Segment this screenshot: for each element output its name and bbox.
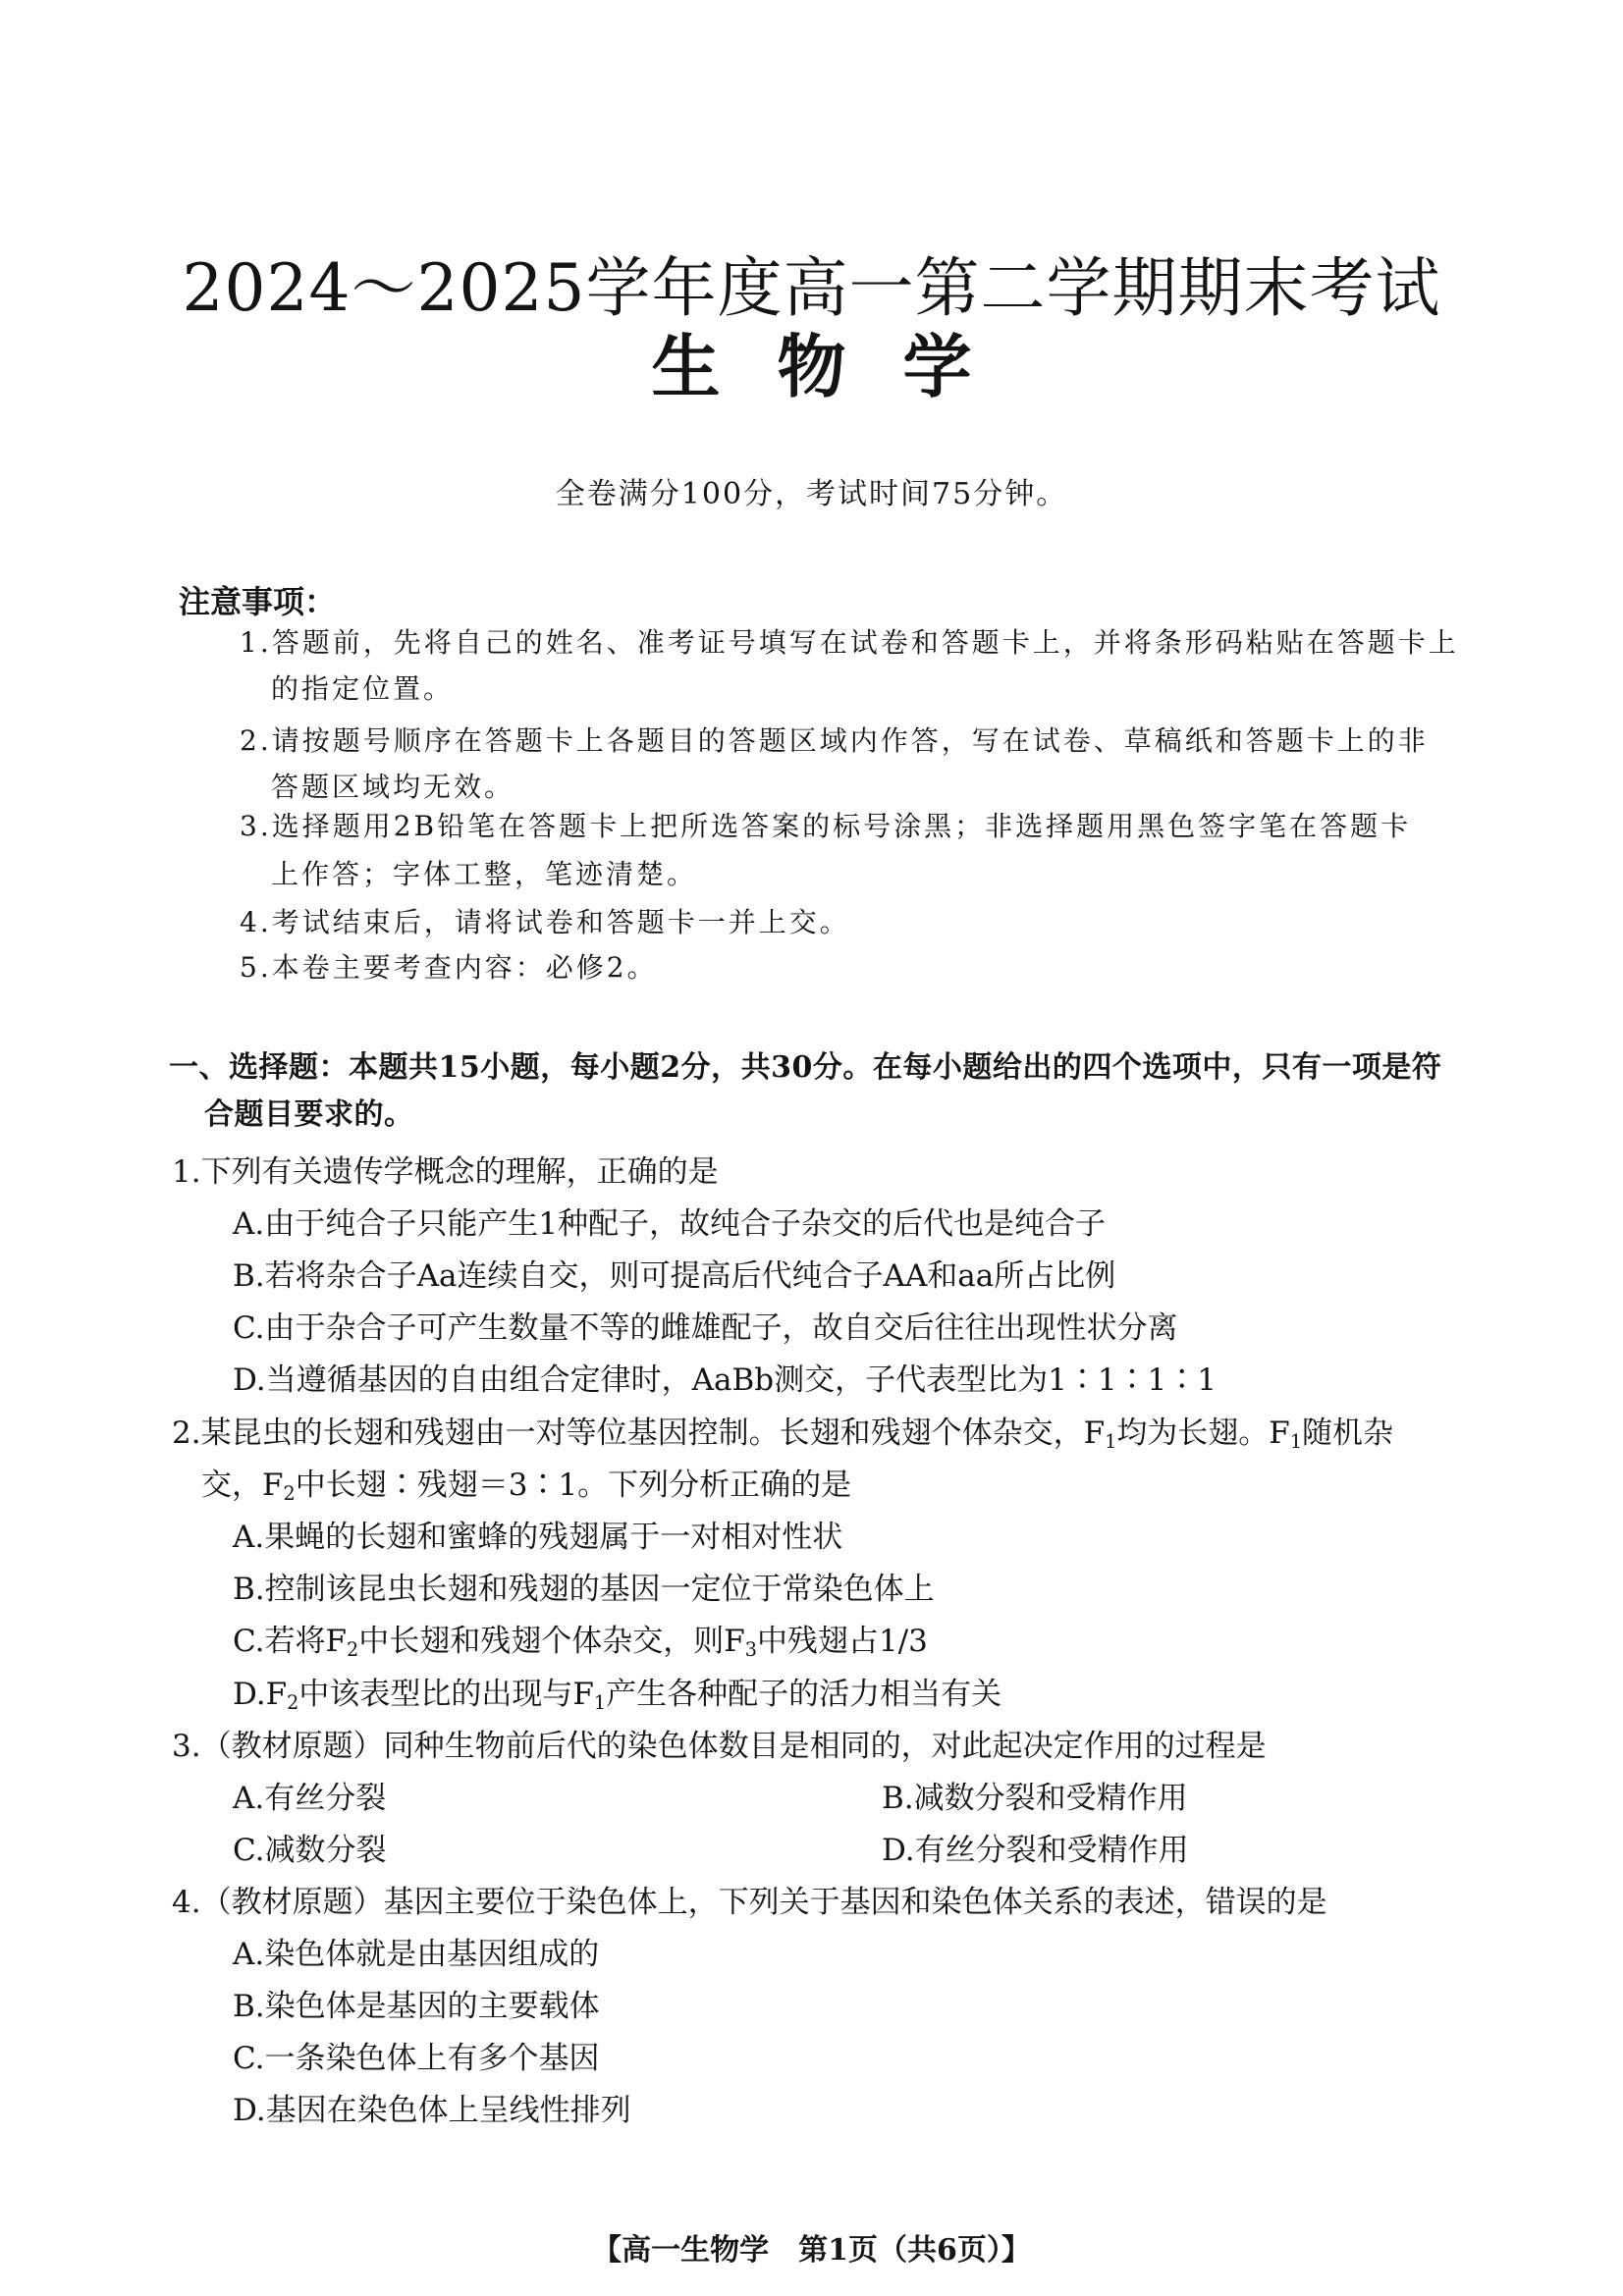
q3-option-d: D.有丝分裂和受精作用 xyxy=(882,1833,1189,1868)
q2-option-d: $D.F_2$中该表型比的出现与$F_1$产生各种配子的活力相当有关 xyxy=(233,1677,1002,1714)
notice-item-2-line1: 2.请按题号顺序在答题卡上各题目的答题区域内作答，写在试卷、草稿纸和答题卡上的非 xyxy=(240,724,1429,757)
notice-item-5: 5.本卷主要考查内容：必修2。 xyxy=(240,951,658,984)
exam-title: 2024～2025学年度高一第二学期期末考试 xyxy=(182,250,1441,326)
q2-stem-line2: 交，$F_2$中长翅∶残翅＝3∶1。下列分析正确的是 xyxy=(201,1468,852,1505)
q4-stem: 4.（教材原题）基因主要位于染色体上，下列关于基因和染色体关系的表述，错误的是 xyxy=(172,1885,1327,1920)
q1-option-d: D.当遵循基因的自由组合定律时，AaBb测交，子代表型比为1∶1∶1∶1 xyxy=(233,1362,1217,1398)
q1-option-b: B.若将杂合子Aa连续自交，则可提高后代纯合子AA和aa所占比例 xyxy=(233,1258,1116,1294)
notice-item-3-line1: 3.选择题用2B铅笔在答题卡上把所选答案的标号涂黑；非选择题用黑色签字笔在答题卡 xyxy=(240,810,1412,842)
section-heading-line2: 合题目要求的。 xyxy=(204,1097,414,1132)
q4-option-b: B.染色体是基因的主要载体 xyxy=(233,1989,600,2024)
q4-option-a: A.染色体就是由基因组成的 xyxy=(233,1937,600,1972)
q3-option-a: A.有丝分裂 xyxy=(233,1781,387,1816)
notice-heading: 注意事项： xyxy=(179,583,337,620)
q2-option-a: A.果蝇的长翅和蜜蜂的残翅属于一对相对性状 xyxy=(233,1520,843,1555)
section-heading-line1: 一、选择题：本题共15小题，每小题2分，共30分。在每小题给出的四个选项中，只有一项是符 xyxy=(169,1050,1442,1085)
q1-option-c: C.由于杂合子可产生数量不等的雌雄配子，故自交后往往出现性状分离 xyxy=(233,1310,1178,1346)
q3-option-c: C.减数分裂 xyxy=(233,1833,387,1868)
notice-item-2-line2: 答题区域均无效。 xyxy=(271,771,515,803)
q2-stem-line1: 2.某昆虫的长翅和残翅由一对等位基因控制。长翅和残翅个体杂交，$F_1$均为长翅。$F_1$随机杂 xyxy=(172,1415,1394,1453)
q2-option-c: C.若将$F_2$中长翅和残翅个体杂交，则$F_3$中残翅占1/3 xyxy=(233,1624,928,1661)
q4-option-c: C.一条染色体上有多个基因 xyxy=(233,2041,600,2076)
q3-stem: 3.（教材原题）同种生物前后代的染色体数目是相同的，对此起决定作用的过程是 xyxy=(172,1729,1267,1764)
full-mark-note: 全卷满分100分，考试时间75分钟。 xyxy=(555,477,1068,511)
q3-option-b: B.减数分裂和受精作用 xyxy=(882,1781,1188,1816)
page-footer: 【高一生物学 第1页（共6页）】 xyxy=(592,2233,1031,2268)
notice-item-1-line1: 1.答题前，先将自己的姓名、准考证号填写在试卷和答题卡上，并将条形码粘贴在答题卡上 xyxy=(240,626,1459,659)
q1-option-a: A.由于纯合子只能产生1种配子，故纯合子杂交的后代也是纯合子 xyxy=(233,1206,1106,1242)
subject-title: 生物学 xyxy=(651,326,1029,407)
q2-option-b: B.控制该昆虫长翅和残翅的基因一定位于常染色体上 xyxy=(233,1572,935,1607)
q1-stem: 1.下列有关遗传学概念的理解，正确的是 xyxy=(172,1154,719,1190)
notice-item-3-line2: 上作答；字体工整，笔迹清楚。 xyxy=(271,858,698,890)
notice-item-1-line2: 的指定位置。 xyxy=(271,672,455,705)
notice-item-4: 4.考试结束后，请将试卷和答题卡一并上交。 xyxy=(240,906,850,938)
q4-option-d: D.基因在染色体上呈线性排列 xyxy=(233,2093,631,2128)
